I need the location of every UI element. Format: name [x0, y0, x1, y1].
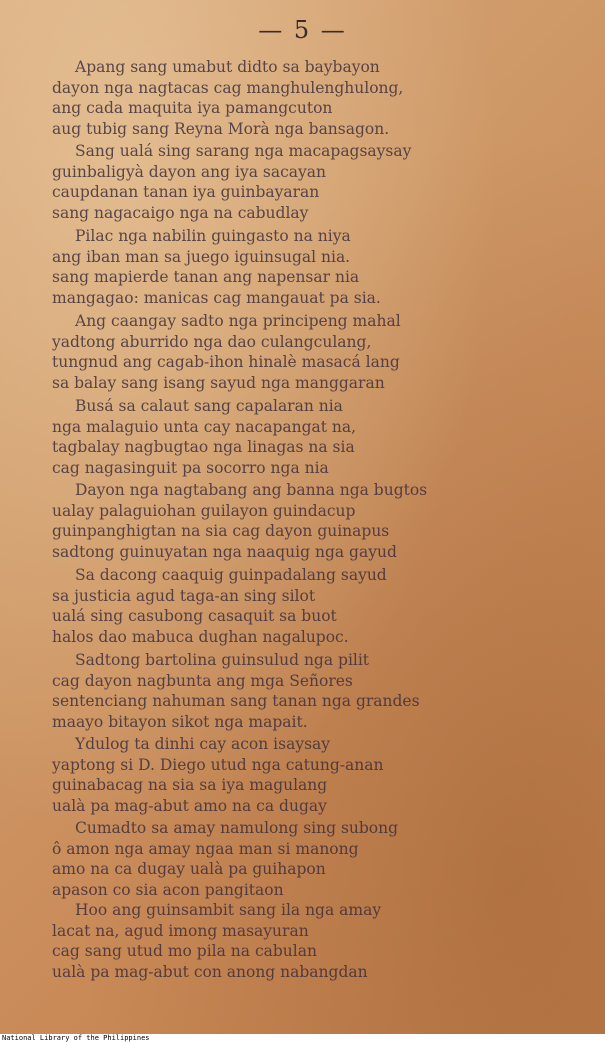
library-credit: National Library of the Philippines	[0, 1034, 605, 1043]
poem-line: Ydulog ta dinhi cay acon isaysay	[75, 735, 331, 753]
poem-line: guinabacag na sia sa iya magulang	[52, 776, 328, 795]
poem-line: aug tubig sang Reyna Morà nga bansagon.	[52, 119, 390, 138]
poem-line: sentenciang nahuman sang tanan nga grandes	[52, 692, 420, 711]
poem-line: Cumadto sa amay namulong sing subong	[75, 819, 399, 837]
poem-line: sa balay sang isang sayud nga manggaran	[52, 373, 385, 392]
poem-line: Busá sa calaut sang capalaran nia	[75, 397, 343, 415]
poem-line: Sang ualá sing sarang nga macapagsaysay	[75, 142, 412, 160]
poem-line: Hoo ang guinsambit sang ila nga amay	[75, 901, 382, 919]
stanza-7	[0, 565, 605, 647]
stanza-1	[0, 57, 605, 139]
poem-line: caupdanan tanan iya guinbayaran	[52, 183, 320, 202]
poem-line: Apang sang umabut didto sa baybayon	[75, 58, 380, 76]
poem-line: halos dao mabuca dughan nagalupoc.	[52, 627, 349, 646]
poem-line: yaptong si D. Diego utud nga catung-anan	[52, 755, 384, 774]
stanza-2	[0, 141, 605, 223]
poem-line: cag dayon nagbunta ang mga Señores	[52, 671, 353, 690]
poem-line: Sa dacong caaquig guinpadalang sayud	[75, 566, 387, 584]
stanza-6	[0, 480, 605, 562]
poem-line: amo na ca dugay ualà pa guihapon	[52, 860, 326, 879]
poem-line: guinpanghigtan na sia cag dayon guinapus	[52, 522, 390, 541]
stanza-10	[0, 818, 605, 900]
stanza-3	[0, 226, 605, 308]
poem-line: ang cada maquita iya pamangcuton	[52, 99, 333, 118]
poem-line: ualá sing casubong casaquit sa buot	[52, 607, 337, 626]
poem-line: yadtong aburrido nga dao culangculang,	[52, 332, 372, 351]
poem-line: dayon nga nagtacas cag manghulenghulong,	[52, 78, 404, 97]
poem-line: mangagao: manicas cag mangauat pa sia.	[52, 288, 381, 307]
stanza-9	[0, 734, 605, 816]
poem-line: cag sang utud mo pila na cabulan	[52, 942, 317, 961]
poem-line: sadtong guinuyatan nga naaquig nga gayud	[52, 542, 397, 561]
stanza-5	[0, 396, 605, 478]
stanza-8	[0, 650, 605, 732]
page-number: — 5 —	[258, 16, 347, 44]
poem-line: ualay palaguiohan guilayon guindacup	[52, 501, 356, 520]
stanza-11	[0, 900, 605, 982]
poem-line: apason co sia acon pangitaon	[52, 880, 284, 899]
poem-line: sang nagacaigo nga na cabudlay	[52, 203, 309, 222]
poem-line: sa justicia agud taga-an sing silot	[52, 586, 316, 605]
poem-line: sang mapierde tanan ang napensar nia	[52, 268, 360, 287]
poem-line: maayo bitayon sikot nga mapait.	[52, 712, 308, 731]
poem-line: cag nagasinguit pa socorro nga nia	[52, 458, 329, 477]
poem-line: Ang caangay sadto nga principeng mahal	[75, 312, 401, 330]
poem-line: ualà pa mag-abut con anong nabangdan	[52, 962, 368, 981]
poem-line: nga malaguio unta cay nacapangat na,	[52, 417, 357, 436]
poem-line: ang iban man sa juego iguinsugal nia.	[52, 247, 351, 266]
poem-line: guinbaligyà dayon ang iya sacayan	[52, 162, 326, 181]
poem-line: ô amon nga amay ngaa man si manong	[52, 839, 359, 858]
poem-line: Sadtong bartolina guinsulud nga pilit	[75, 651, 370, 669]
stanza-4	[0, 311, 605, 393]
poem-line: lacat na, agud imong masayuran	[52, 921, 309, 940]
poem-line: tungnud ang cagab-ihon hinalè masacá lang	[52, 353, 400, 372]
poem-line: Dayon nga nagtabang ang banna nga bugtos	[75, 481, 428, 499]
poem-line: tagbalay nagbugtao nga linagas na sia	[52, 438, 355, 457]
poem-line: ualà pa mag-abut amo na ca dugay	[52, 796, 327, 815]
poem-line: Pilac nga nabilin guingasto na niya	[75, 227, 351, 245]
